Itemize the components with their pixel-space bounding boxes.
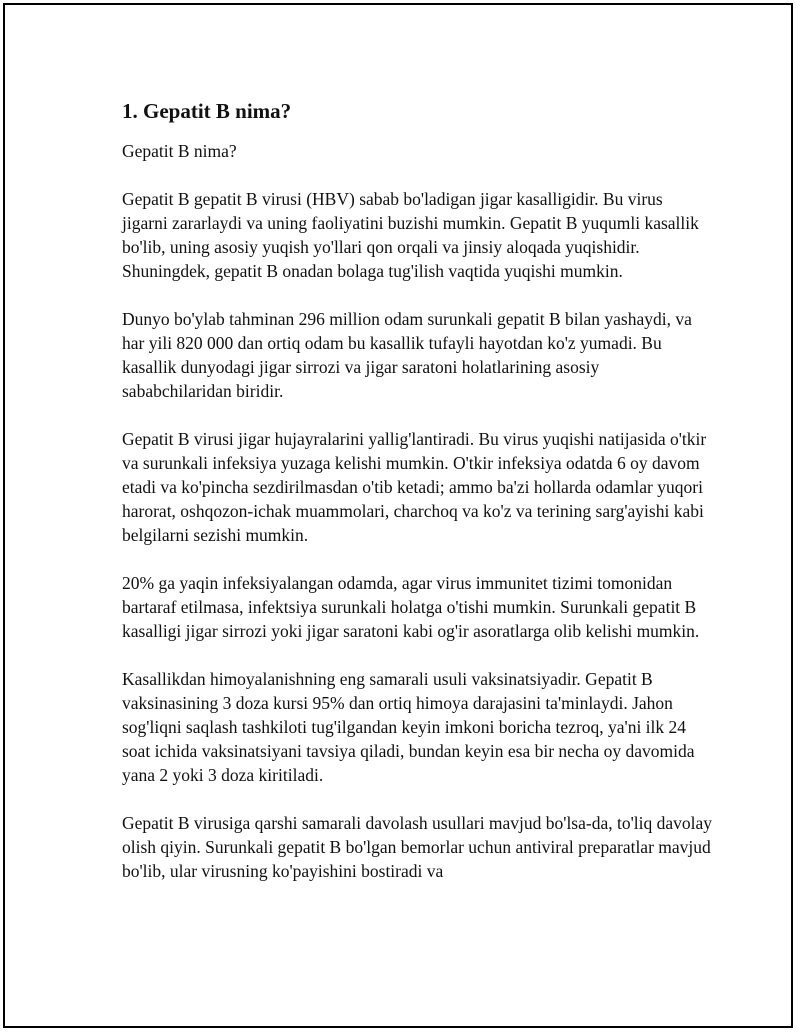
paragraph-2: Dunyo bo'ylab tahminan 296 million odam surunkali gepatit B bilan yashaydi, va har yili 820 000 dan ortiq odam bu kasallik tufayli hayotdan ko'z yumadi. Bu kasallik dunyodagi jigar sirrozi va jigar saratoni holatlarining asosiy sababchilaridan biridir. bbox=[122, 309, 692, 401]
paragraph-1: Gepatit B gepatit B virusi (HBV) sabab bo'ladigan jigar kasalligidir. Bu virus jigarni zararlaydi va uning faoliyatini buzishi mumkin. Gepatit B yuqumli kasallik bo'lib, uning asosiy yuqish yo'llari qon orqali va jinsiy aloqada yuqishidir. Shuningdek, gepatit B onadan bolaga tug'ilish vaqtida yuqishi mumkin. bbox=[122, 189, 699, 281]
section-heading: 1. Gepatit B nima? bbox=[122, 99, 292, 123]
document-body bbox=[122, 97, 712, 907]
section-subheading: Gepatit B nima? bbox=[122, 141, 237, 161]
paragraph-3: Gepatit B virusi jigar hujayralarini yallig'lantiradi. Bu virus yuqishi natijasida o'tkir va surunkali infeksiya yuzaga kelishi mumkin. O'tkir infeksiya odatda 6 oy davom etadi va ko'pincha sezdirilmasdan o'tib ketadi; ammo ba'zi hollarda odamlar yuqori harorat, oshqozon-ichak muammolari, charchoq va ko'z va terining sarg'ayishi kabi belgilarni sezishi mumkin. bbox=[122, 429, 707, 545]
paragraph-4: 20% ga yaqin infeksiyalangan odamda, agar virus immunitet tizimi tomonidan bartaraf etilmasa, infektsiya surunkali holatga o'tishi mumkin. Surunkali gepatit B kasalligi jigar sirrozi yoki jigar saratoni kabi og'ir asoratlarga olib kelishi mumkin. bbox=[122, 573, 700, 641]
page-frame bbox=[3, 3, 793, 1028]
paragraph-5: Kasallikdan himoyalanishning eng samarali usuli vaksinatsiyadir. Gepatit B vaksinasining 3 doza kursi 95% dan ortiq himoya darajasini ta'minlaydi. Jahon sog'liqni saqlash tashkiloti tug'ilgandan keyin imkoni boricha tezroq, ya'ni ilk 24 soat ichida vaksinatsiyani tavsiya qiladi, bundan keyin esa bir necha oy davomida yana 2 yoki 3 doza kiritiladi. bbox=[122, 669, 695, 785]
paragraph-6: Gepatit B virusiga qarshi samarali davolash usullari mavjud bo'lsa-da, to'liq davolay olish qiyin. Surunkali gepatit B bo'lgan bemorlar uchun antiviral preparatlar mavjud bo'lib, ular virusning ko'payishini bostiradi va bbox=[122, 813, 712, 881]
